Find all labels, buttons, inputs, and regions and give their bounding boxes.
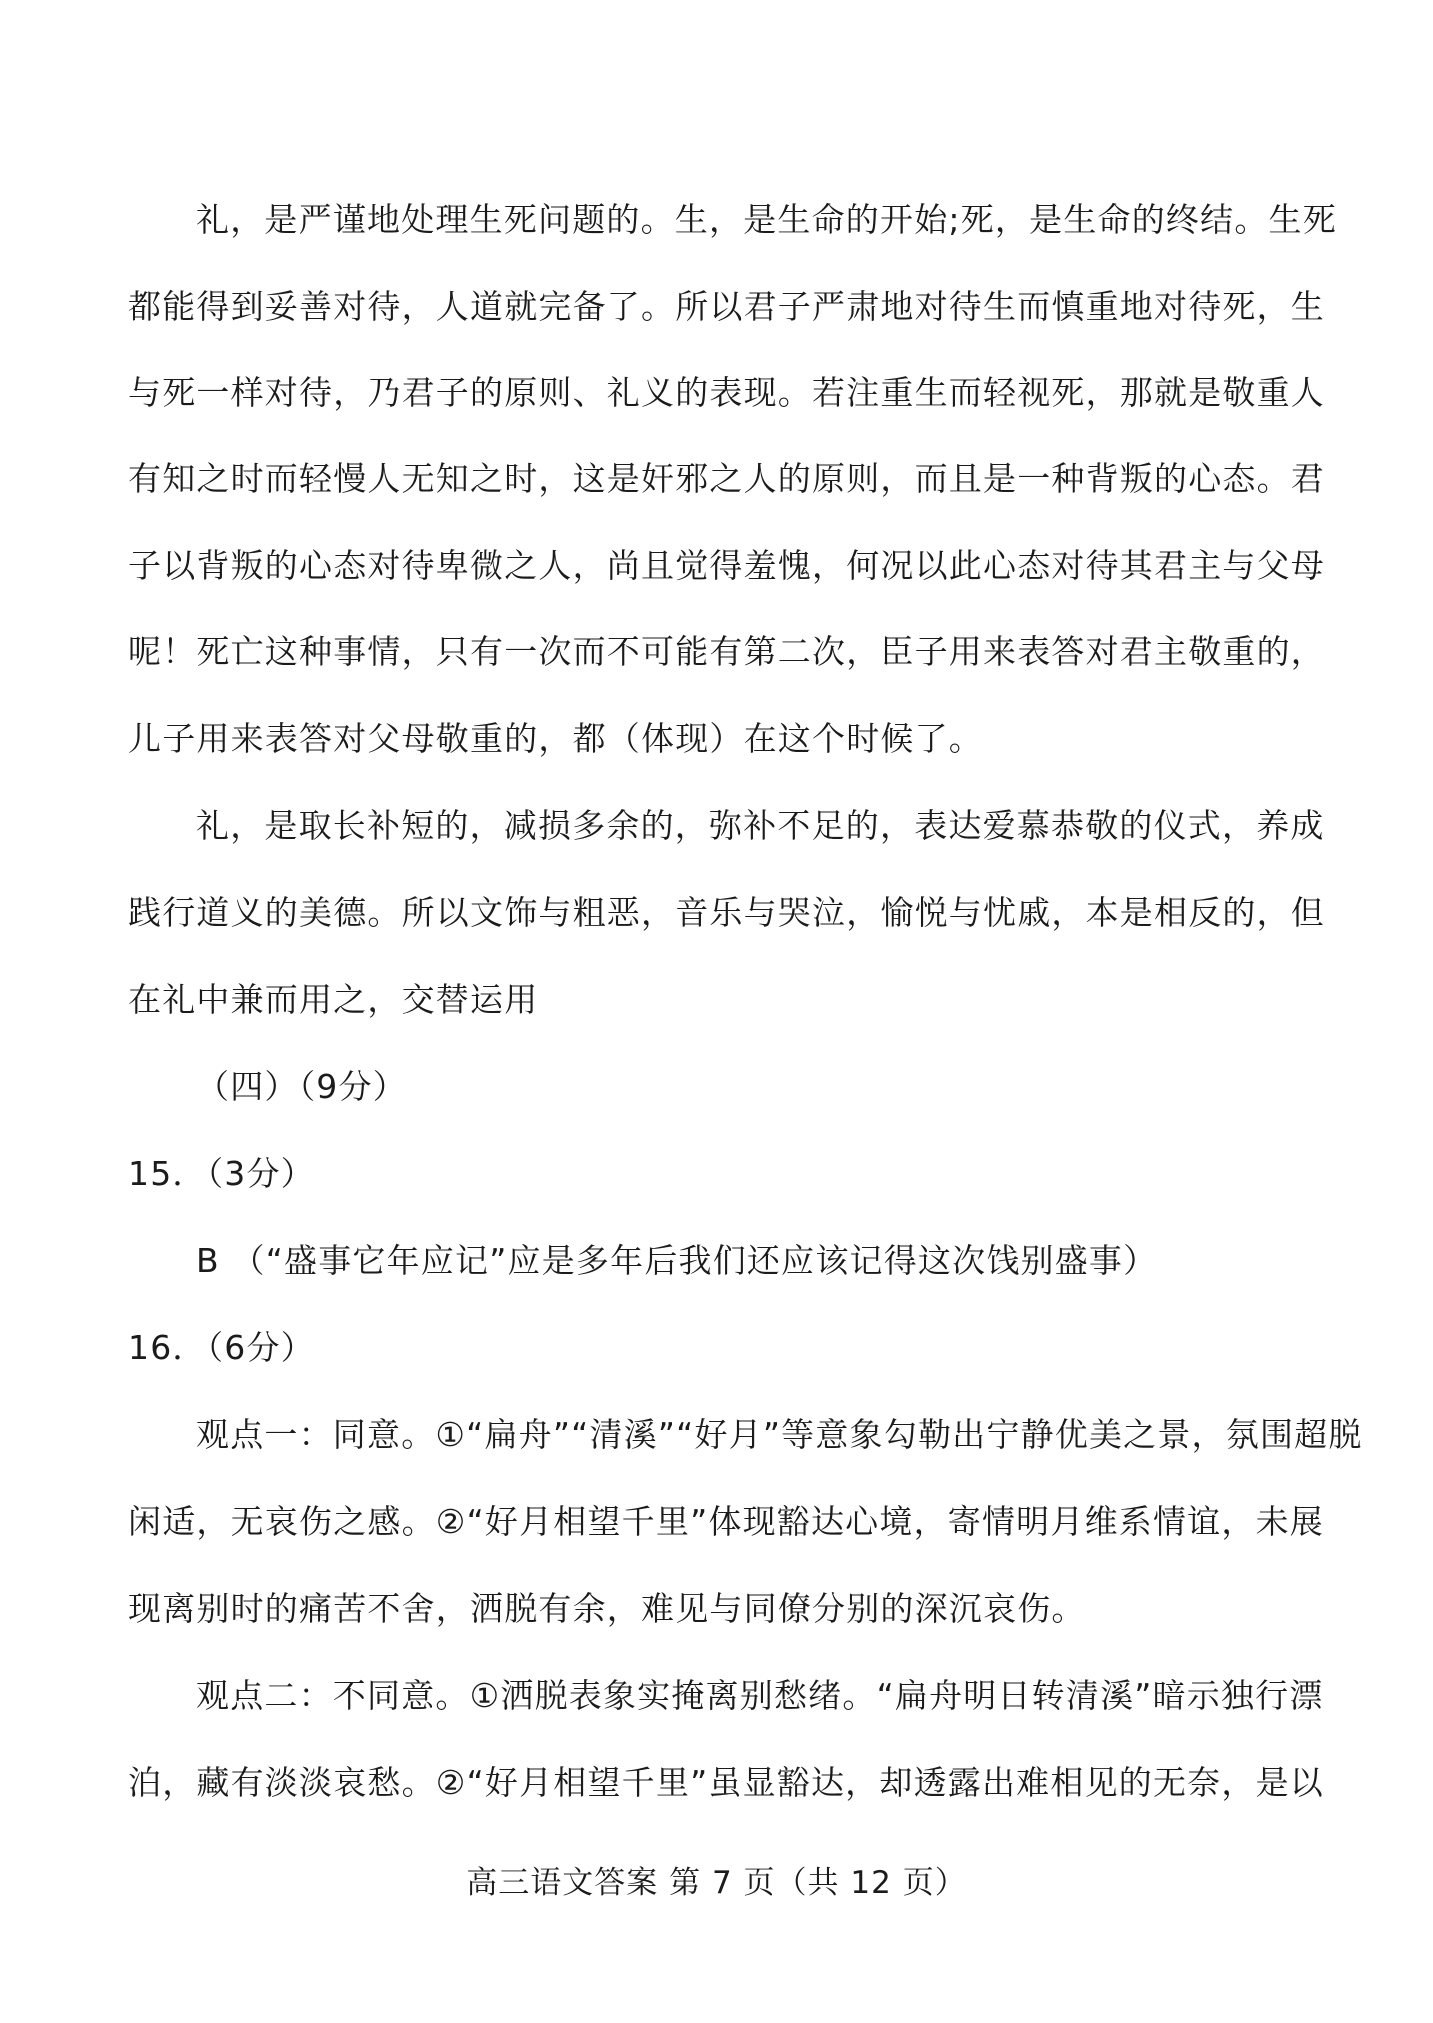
question-15-answer: B （“盛事它年应记”应是多年后我们还应该记得这次饯别盛事） bbox=[196, 1241, 1158, 1280]
viewpoint-one-line-1: 观点一：同意。①“扁舟”“清溪”“好月”等意象勾勒出宁静优美之景，氛围超脱 bbox=[196, 1415, 1363, 1454]
viewpoint-one-line-3: 现离别时的痛苦不舍，洒脱有余，难见与同僚分别的深沉哀伤。 bbox=[128, 1589, 1086, 1628]
text-line-7: 儿子用来表答对父母敬重的，都（体现）在这个时候了。 bbox=[128, 719, 983, 758]
question-16-heading: 16．（6分） bbox=[128, 1328, 315, 1367]
viewpoint-two-line-2: 泊，藏有淡淡哀愁。②“好月相望千里”虽显豁达，却透露出难相见的无奈，是以 bbox=[128, 1763, 1324, 1802]
text-line-6: 呢！死亡这种事情，只有一次而不可能有第二次，臣子用来表答对君主敬重的， bbox=[128, 632, 1325, 671]
viewpoint-one-line-2: 闲适，无哀伤之感。②“好月相望千里”体现豁达心境，寄情明月维系情谊，未展 bbox=[128, 1502, 1324, 1541]
question-15-heading: 15．（3分） bbox=[128, 1154, 315, 1193]
text-line-3: 与死一样对待，乃君子的原则、礼义的表现。若注重生而轻视死，那就是敬重人 bbox=[128, 373, 1325, 412]
text-line-8: 礼，是取长补短的，减损多余的，弥补不足的，表达爱慕恭敬的仪式，养成 bbox=[196, 806, 1325, 845]
text-line-2: 都能得到妥善对待，人道就完备了。所以君子严肃地对待生而慎重地对待死，生 bbox=[128, 287, 1325, 326]
text-line-9: 践行道义的美德。所以文饰与粗恶，音乐与哭泣，愉悦与忧戚，本是相反的，但 bbox=[128, 893, 1325, 932]
viewpoint-two-line-1: 观点二：不同意。①洒脱表象实掩离别愁绪。“扁舟明日转清溪”暗示独行漂 bbox=[196, 1676, 1324, 1715]
text-line-5: 子以背叛的心态对待卑微之人，尚且觉得羞愧，何况以此心态对待其君主与父母 bbox=[128, 546, 1325, 585]
page-footer: 高三语文答案 第 7 页（共 12 页） bbox=[466, 1865, 967, 1901]
text-line-4: 有知之时而轻慢人无知之时，这是奸邪之人的原则，而且是一种背叛的心态。君 bbox=[128, 459, 1325, 498]
text-line-10: 在礼中兼而用之，交替运用 bbox=[128, 980, 539, 1019]
section-heading-4: （四）（9分） bbox=[196, 1067, 407, 1106]
text-line-1: 礼，是严谨地处理生死问题的。生，是生命的开始;死，是生命的终结。生死 bbox=[196, 200, 1337, 239]
